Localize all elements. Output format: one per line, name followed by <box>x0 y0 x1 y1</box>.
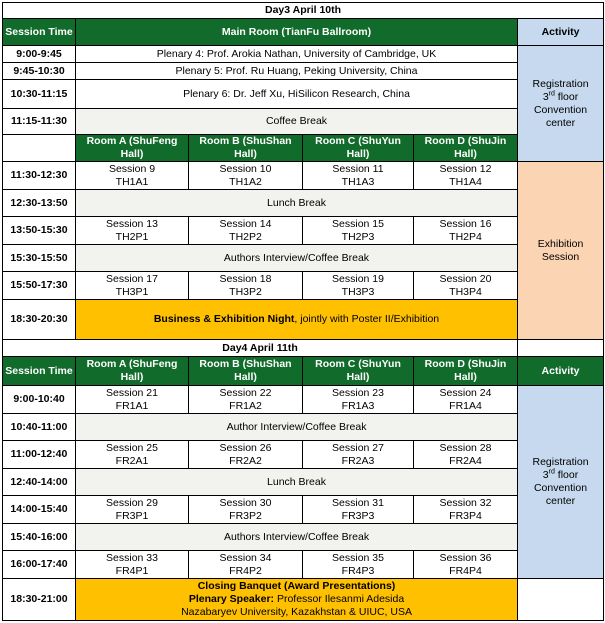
coffee-break: Coffee Break <box>76 109 518 135</box>
time-cell: 15:40-16:00 <box>3 524 76 551</box>
session-cell: Session 35 FR4P3 <box>303 551 414 579</box>
interview-coffee-break: Authors Interview/Coffee Break <box>76 524 518 551</box>
session-cell: Session 32 FR3P4 <box>414 496 518 524</box>
room-a-header: Room A (ShuFeng Hall) <box>76 135 189 162</box>
room-a-header: Room A (ShuFeng Hall) <box>76 357 189 386</box>
session-cell: Session 12 TH1A4 <box>414 162 518 190</box>
time-cell: 9:00-9:45 <box>3 46 76 63</box>
lunch-break: Lunch Break <box>76 469 518 496</box>
activity-registration: Registration 3rd floor Convention center <box>518 46 604 162</box>
time-cell: 9:00-10:40 <box>3 386 76 414</box>
time-cell: 18:30-20:30 <box>3 300 76 340</box>
session-cell: Session 27 FR2A3 <box>303 441 414 469</box>
session-cell: Session 14 TH2P2 <box>189 217 303 245</box>
activity-header: Activity <box>518 357 604 386</box>
lunch-break: Lunch Break <box>76 190 518 217</box>
activity-header: Activity <box>518 19 604 46</box>
session-time-header: Session Time <box>3 19 76 46</box>
plenary-5: Plenary 5: Prof. Ru Huang, Peking University, China <box>76 63 518 80</box>
session-cell: Session 15 TH2P3 <box>303 217 414 245</box>
room-b-header: Room B (ShuShan Hall) <box>189 357 303 386</box>
session-cell: Session 20 TH3P4 <box>414 272 518 300</box>
business-exhibition-night: Business & Exhibition Night, jointly with Poster II/Exhibition <box>76 300 518 340</box>
time-cell: 10:40-11:00 <box>3 414 76 441</box>
time-cell: 15:50-17:30 <box>3 272 76 300</box>
room-c-header: Room C (ShuYun Hall) <box>303 357 414 386</box>
main-room-header: Main Room (TianFu Ballroom) <box>76 19 518 46</box>
session-cell: Session 21 FR1A1 <box>76 386 189 414</box>
activity-exhibition: Exhibition Session <box>518 162 604 340</box>
room-b-header: Room B (ShuShan Hall) <box>189 135 303 162</box>
activity-registration: Registration 3rd floor Convention center <box>518 386 604 579</box>
time-cell: 14:00-15:40 <box>3 496 76 524</box>
day3-title: Day3 April 10th <box>3 3 604 19</box>
session-cell: Session 22 FR1A2 <box>189 386 303 414</box>
time-cell: 12:30-13:50 <box>3 190 76 217</box>
session-cell: Session 28 FR2A4 <box>414 441 518 469</box>
time-cell: 11:15-11:30 <box>3 109 76 135</box>
day4-title: Day4 April 11th <box>3 340 518 357</box>
room-d-header: Room D (ShuJin Hall) <box>414 135 518 162</box>
session-cell: Session 13 TH2P1 <box>76 217 189 245</box>
time-cell: 9:45-10:30 <box>3 63 76 80</box>
session-cell: Session 25 FR2A1 <box>76 441 189 469</box>
time-cell: 11:00-12:40 <box>3 441 76 469</box>
time-cell: 15:30-15:50 <box>3 245 76 272</box>
session-cell: Session 26 FR2A2 <box>189 441 303 469</box>
session-cell: Session 16 TH2P4 <box>414 217 518 245</box>
session-cell: Session 19 TH3P3 <box>303 272 414 300</box>
session-cell: Session 33 FR4P1 <box>76 551 189 579</box>
time-cell: 12:40-14:00 <box>3 469 76 496</box>
session-cell: Session 31 FR3P3 <box>303 496 414 524</box>
session-cell: Session 11 TH1A3 <box>303 162 414 190</box>
session-cell: Session 30 FR3P2 <box>189 496 303 524</box>
plenary-6: Plenary 6: Dr. Jeff Xu, HiSilicon Research, China <box>76 80 518 109</box>
time-cell: 16:00-17:40 <box>3 551 76 579</box>
session-cell: Session 17 TH3P1 <box>76 272 189 300</box>
time-cell: 13:50-15:30 <box>3 217 76 245</box>
closing-banquet: Closing Banquet (Award Presentations) Plenary Speaker: Professor Ilesanmi Adesida Nazabaryev University, Kazakhstan & UIUC, USA <box>76 579 518 621</box>
session-cell: Session 36 FR4P4 <box>414 551 518 579</box>
session-cell: Session 24 FR1A4 <box>414 386 518 414</box>
plenary-4: Plenary 4: Prof. Arokia Nathan, University of Cambridge, UK <box>76 46 518 63</box>
session-cell: Session 34 FR4P2 <box>189 551 303 579</box>
session-cell: Session 18 TH3P2 <box>189 272 303 300</box>
day4-schedule-table <box>2 339 604 621</box>
day3-schedule-table <box>2 2 604 340</box>
session-time-header: Session Time <box>3 357 76 386</box>
time-cell: 10:30-11:15 <box>3 80 76 109</box>
interview-coffee-break: Author Interview/Coffee Break <box>76 414 518 441</box>
session-cell: Session 29 FR3P1 <box>76 496 189 524</box>
session-cell: Session 23 FR1A3 <box>303 386 414 414</box>
interview-coffee-break: Authors Interview/Coffee Break <box>76 245 518 272</box>
session-cell: Session 9 TH1A1 <box>76 162 189 190</box>
time-cell: 11:30-12:30 <box>3 162 76 190</box>
room-c-header: Room C (ShuYun Hall) <box>303 135 414 162</box>
room-d-header: Room D (ShuJin Hall) <box>414 357 518 386</box>
session-cell: Session 10 TH1A2 <box>189 162 303 190</box>
time-cell: 18:30-21:00 <box>3 579 76 621</box>
